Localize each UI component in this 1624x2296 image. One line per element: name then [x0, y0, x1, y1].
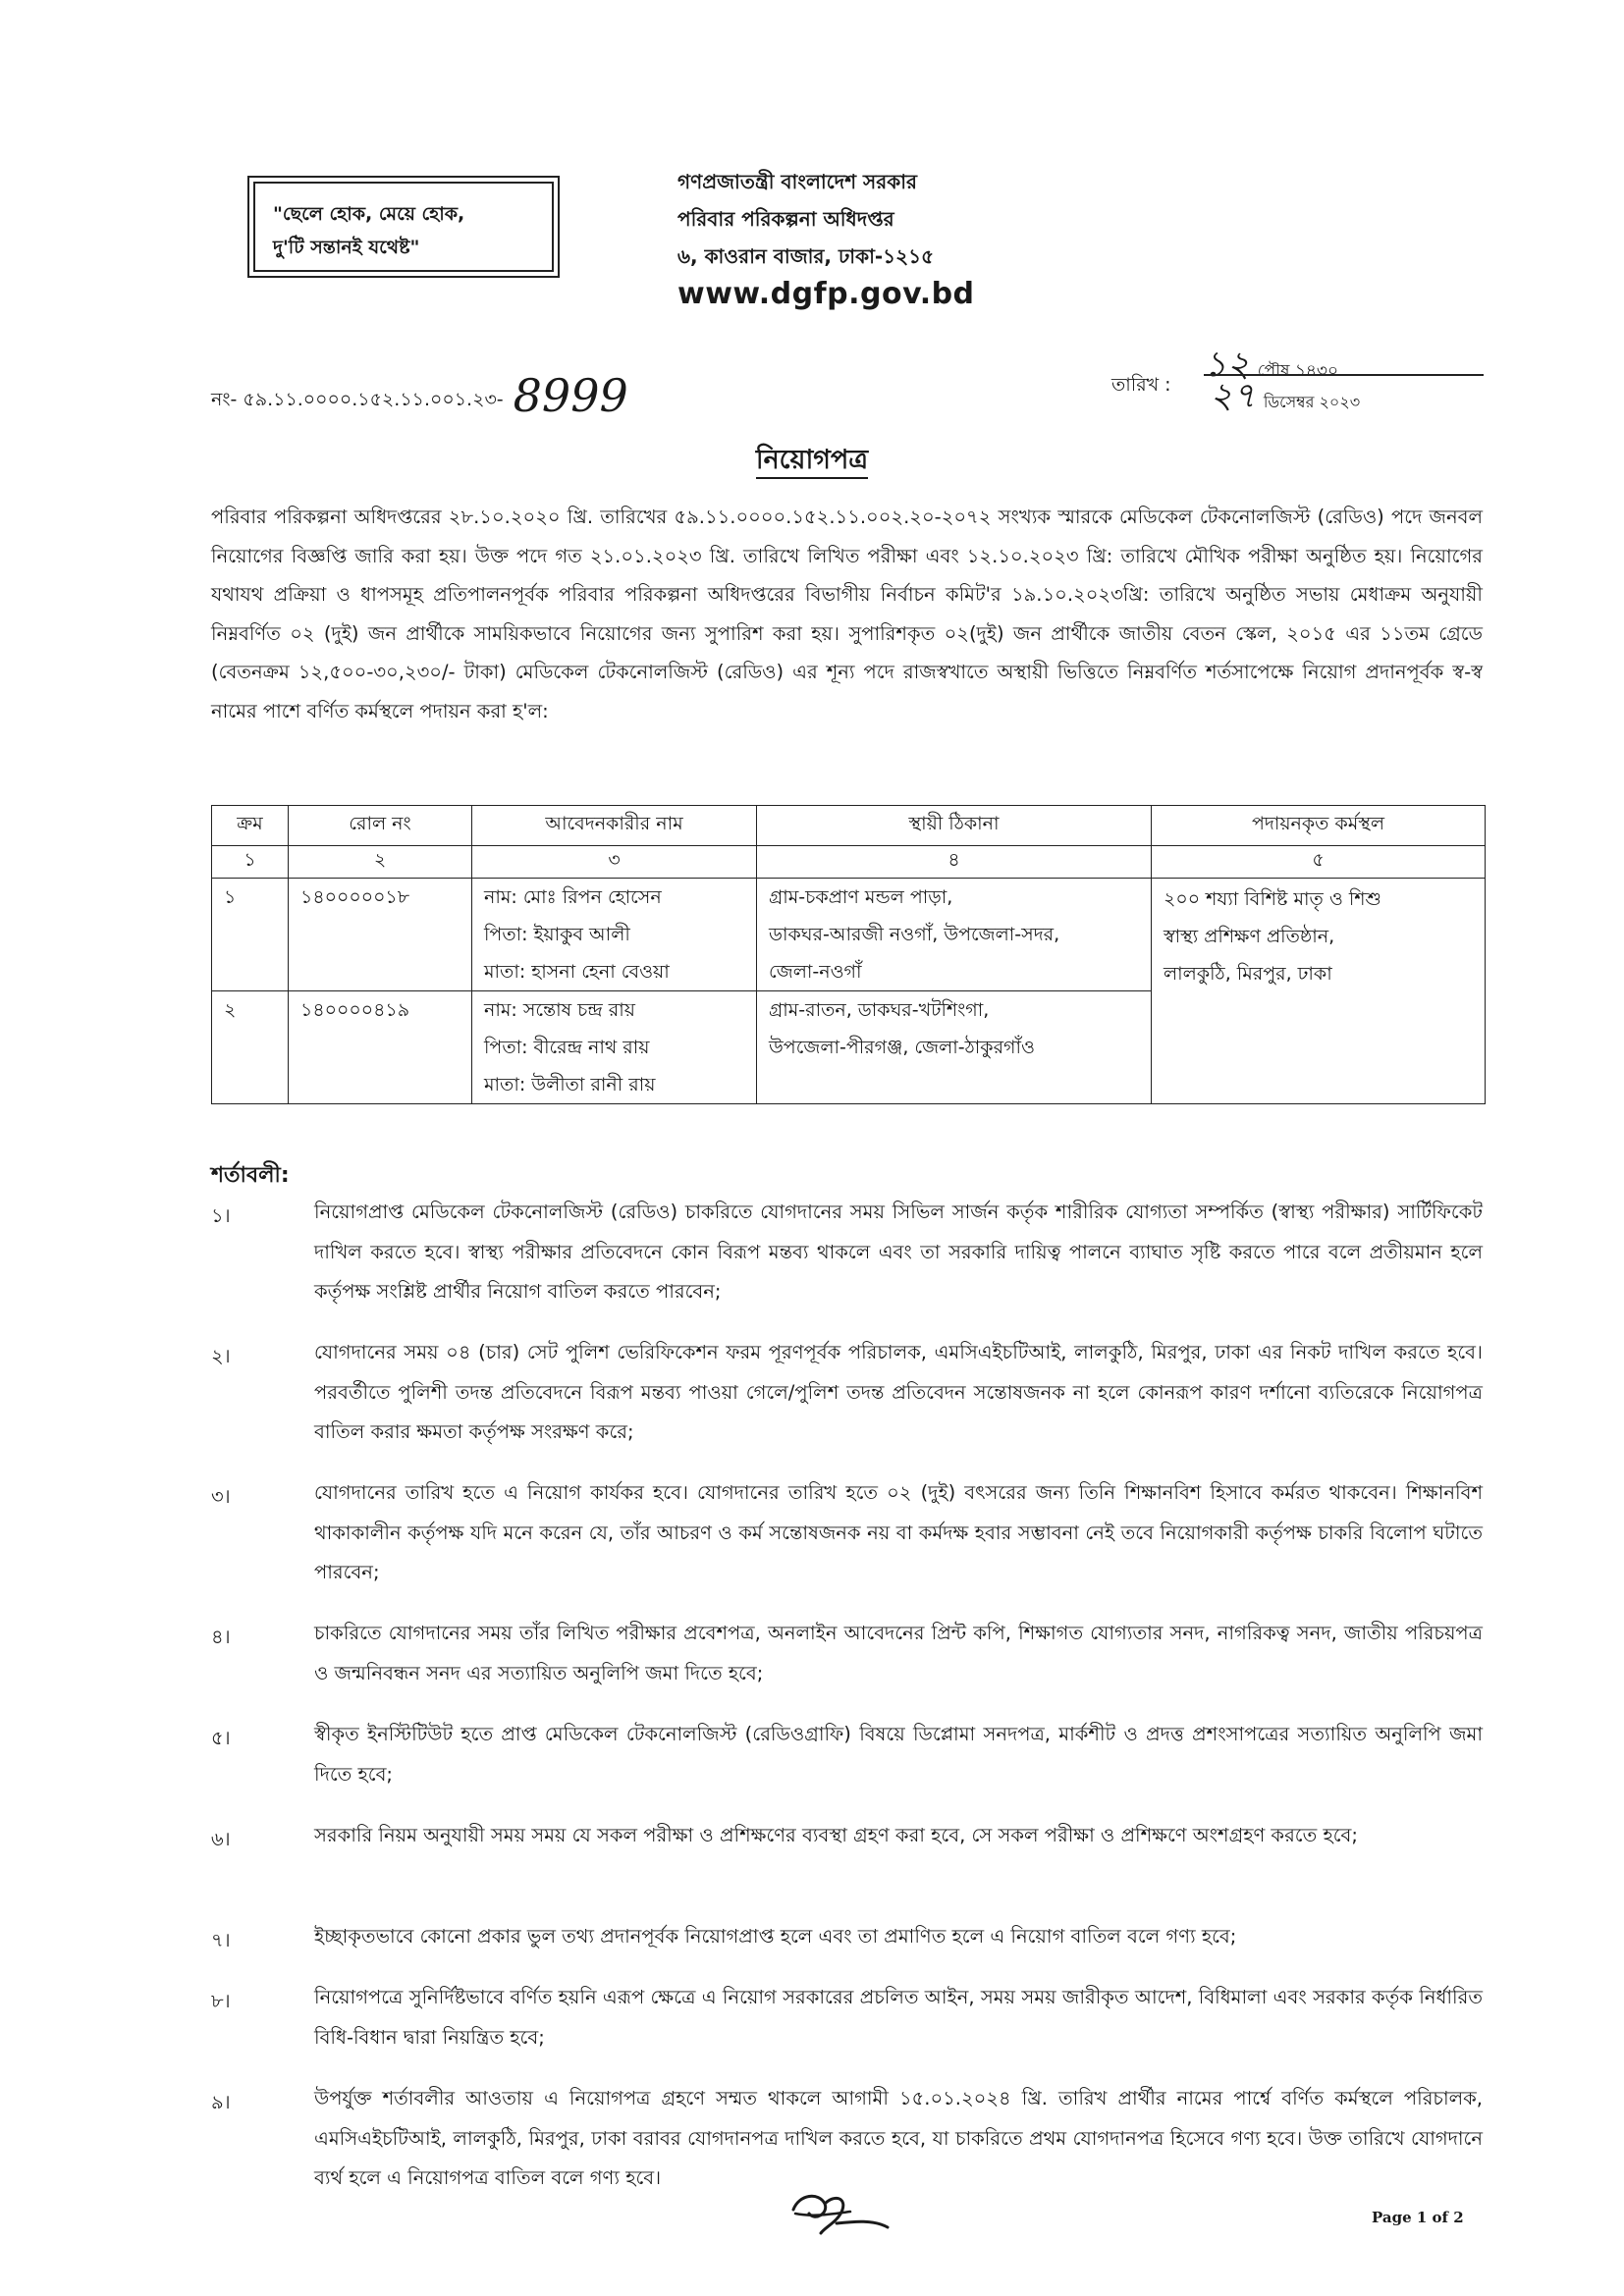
address-line: গ্রাম-রাতন, ডাকঘর-খটশিংগা,	[769, 999, 990, 1021]
letterhead	[677, 163, 1031, 314]
date-english	[1210, 369, 1360, 428]
condition-text: সরকারি নিয়ম অনুযায়ী সময় সময় যে সকল পরীক্ষা ও প্রশিক্ষণের ব্যবস্থা গ্রহণ করা হবে, সে সকল পরীক্ষা ও প্রশিক্ষণে অংশগ্রহণ করতে হবে;	[314, 1824, 1358, 1846]
header-permanent-address: স্থায়ী ঠিকানা	[757, 806, 1152, 846]
condition-number: ১।	[211, 1204, 231, 1227]
posting-line: স্বাস্থ্য প্রশিক্ষণ প্রতিষ্ঠান,	[1164, 926, 1335, 947]
memo-number	[211, 369, 628, 422]
document-title-text: নিয়োগপত্র	[756, 445, 868, 479]
table-header-row	[212, 806, 1486, 846]
father-name: পিতা: ইয়াকুব আলী	[484, 924, 630, 945]
name-cell	[472, 991, 757, 1104]
mother-name: মাতা: হাসনা হেনা বেওয়া	[484, 961, 670, 983]
slogan-line-2: দু'টি সন্তানই যথেষ্ট"	[273, 237, 420, 258]
condition-text: নিয়োগপ্রাপ্ত মেডিকেল টেকনোলজিস্ট (রেডিও) চাকরিতে যোগদানের সময় সিভিল সার্জন কর্তৃক শারীরিক যোগ্যতা সম্পর্কিত (স্বাস্থ্য পরীক্ষার) সার্টিফিকেট দাখিল করতে হবে। স্বাস্থ্য পরীক্ষার প্রতিবেদনে কোন বিরূপ মন্তব্য থাকলে এবং তা সরকারি দায়িত্ব পালনে ব্যাঘাত সৃষ্টি করতে পারে বলে প্রতীয়মান হলে কর্তৃপক্ষ সংশ্লিষ্ট প্রার্থীর নিয়োগ বাতিল করতে পারবেন;	[314, 1201, 1483, 1303]
table-row	[212, 879, 1486, 991]
header-roll: রোল নং	[289, 806, 472, 846]
posting-line: ২০০ শয্যা বিশিষ্ট মাতৃ ও শিশু	[1164, 888, 1381, 910]
page-number: Page 1 of 2	[1372, 2209, 1464, 2226]
government-name: গণপ্রজাতন্ত্রী বাংলাদেশ সরকার	[677, 170, 917, 193]
address-cell	[757, 991, 1152, 1104]
applicant-name: নাম: মোঃ রিপন হোসেন	[484, 886, 662, 908]
office-address: ৬, কাওরান বাজার, ঢাকা-১২১৫	[677, 244, 935, 268]
roll-value: ১৪০০০০৪১৯	[300, 999, 410, 1021]
condition-number: ২।	[211, 1345, 231, 1367]
department-name: পরিবার পরিকল্পনা অধিদপ্তর	[677, 207, 894, 231]
conditions-heading: শর্তাবলী:	[211, 1163, 290, 1188]
roll-value: ১৪০০০০০১৮	[300, 886, 410, 908]
header-applicant-name: আবেদনকারীর নাম	[472, 806, 757, 846]
column-number: ৫	[1152, 846, 1486, 879]
condition-text: স্বীকৃত ইনস্টিটিউট হতে প্রাপ্ত মেডিকেল টেকনোলজিস্ট (রেডিওগ্রাফি) বিষয়ে ডিপ্লোমা সনদপত্র, মার্কশীট ও প্রদত্ত প্রশংসাপত্রের সত্যায়িত অনুলিপি জমা দিতে হবে;	[314, 1723, 1483, 1786]
slogan-line-1: "ছেলে হোক, মেয়ে হোক,	[273, 203, 465, 225]
condition-number: ৮।	[211, 1990, 231, 2012]
date-english-day: ২৭	[1210, 376, 1256, 416]
condition-number: ৫।	[211, 1727, 231, 1749]
address-line: ডাকঘর-আরজী নওগাঁ, উপজেলা-সদর,	[769, 924, 1060, 945]
serial-value: ২	[224, 999, 237, 1021]
father-name: পিতা: বীরেন্দ্র নাথ রায়	[484, 1037, 650, 1058]
serial-cell	[212, 879, 289, 991]
condition-text: যোগদানের তারিখ হতে এ নিয়োগ কার্যকর হবে। যোগদানের তারিখ হতে ০২ (দুই) বৎসরের জন্য তিনি শিক্ষানবিশ হিসাবে কর্মরত থাকবেন। শিক্ষানবিশ থাকাকালীন কর্তৃপক্ষ যদি মনে করেন যে, তাঁর আচরণ ও কর্ম সন্তোষজনক নয় বা কর্মদক্ষ হবার সম্ভাবনা নেই তবে নিয়োগকারী কর্তৃপক্ষ চাকরি বিলোপ ঘটাতে পারবেন;	[314, 1481, 1483, 1583]
condition-number: ৪।	[211, 1626, 231, 1648]
memo-handwritten-number: 8999	[513, 369, 628, 422]
posting-cell	[1152, 879, 1486, 1104]
column-number: ২	[289, 846, 472, 879]
column-number: ৪	[757, 846, 1152, 879]
condition-number: ৭।	[211, 1929, 231, 1951]
document-title	[0, 440, 1624, 484]
serial-value: ১	[224, 886, 237, 908]
date-label: তারিখ :	[1111, 374, 1171, 396]
applicant-name: নাম: সন্তোষ চন্দ্র রায়	[484, 999, 635, 1021]
date-english-month: ডিসেম্বর ২০২৩	[1263, 393, 1361, 411]
memo-prefix: নং- ৫৯.১১.০০০০.১৫২.১১.০০১.২৩-	[211, 389, 504, 410]
column-number: ৩	[472, 846, 757, 879]
condition-number: ৩।	[211, 1485, 231, 1508]
header-posting-place: পদায়নকৃত কর্মস্থল	[1152, 806, 1486, 846]
posting-line: লালকুঠি, মিরপুর, ঢাকা	[1164, 963, 1332, 985]
address-line: উপজেলা-পীরগঞ্জ, জেলা-ঠাকুরগাঁও	[769, 1037, 1035, 1058]
condition-text: চাকরিতে যোগদানের সময় তাঁর লিখিত পরীক্ষার প্রবেশপত্র, অনলাইন আবেদনের প্রিন্ট কপি, শিক্ষাগত যোগ্যতার সনদ, নাগরিকত্ব সনদ, জাতীয় পরিচয়পত্র ও জন্মনিবন্ধন সনদ এর সত্যায়িত অনুলিপি জমা দিতে হবে;	[314, 1622, 1483, 1684]
address-cell	[757, 879, 1152, 991]
header-serial: ক্রম	[212, 806, 289, 846]
roll-cell	[289, 991, 472, 1104]
address-line: জেলা-নওগাঁ	[769, 961, 862, 983]
condition-text: ইচ্ছাকৃতভাবে কোনো প্রকার ভুল তথ্য প্রদানপূর্বক নিয়োগপ্রাপ্ত হলে এবং তা প্রমাণিত হলে এ নিয়োগ বাতিল বলে গণ্য হবে;	[314, 1925, 1237, 1948]
condition-text: উপর্যুক্ত শর্তাবলীর আওতায় এ নিয়োগপত্র গ্রহণে সম্মত থাকলে আগামী ১৫.০১.২০২৪ খ্রি. তারিখ প্রার্থীর নামের পার্শ্বে বর্ণিত কর্মস্থলে পরিচালক, এমসিএইচটিআই, লালকুঠি, মিরপুর, ঢাকা বরাবর যোগদানপত্র দাখিল করতে হবে, যা চাকরিতে প্রথম যোগদানপত্র হিসেবে গণ্য হবে। উক্ত তারিখে যোগদানে ব্যর্থ হলে এ নিয়োগপত্র বাতিল বলে গণ্য হবে।	[314, 2087, 1483, 2189]
name-cell	[472, 879, 757, 991]
condition-text: নিয়োগপত্রে সুনির্দিষ্টভাবে বর্ণিত হয়নি এরূপ ক্ষেত্রে এ নিয়োগ সরকারের প্রচলিত আইন, সময় সময় জারীকৃত আদেশ, বিধিমালা এবং সরকার কর্তৃক নির্ধারিত বিধি-বিধান দ্বারা নিয়ন্ত্রিত হবে;	[314, 1986, 1483, 2049]
date-bangla-month: পৌষ ১৪৩০	[1257, 361, 1339, 381]
website-link[interactable]: www.dgfp.gov.bd	[677, 277, 975, 311]
intro-paragraph: পরিবার পরিকল্পনা অধিদপ্তরের ২৮.১০.২০২০ খ্রি. তারিখের ৫৯.১১.০০০০.১৫২.১১.০০২.২০-২০৭২ সংখ্যক স্মারকে মেডিকেল টেকনোলজিস্ট (রেডিও) পদে জনবল নিয়োগের বিজ্ঞপ্তি জারি করা হয়। উক্ত পদে গত ২১.০১.২০২৩ খ্রি. তারিখে লিখিত পরীক্ষা এবং ১২.১০.২০২৩ খ্রি: তারিখে মৌখিক পরীক্ষা অনুষ্ঠিত হয়। নিয়োগের যথাযথ প্রক্রিয়া ও ধাপসমূহ প্রতিপালনপূর্বক পরিবার পরিকল্পনা অধিদপ্তরের বিভাগীয় নির্বাচন কমিট'র ১৯.১০.২০২৩খ্রি: তারিখে অনুষ্ঠিত সভায় মেধাক্রম অনুযায়ী নিম্নবর্ণিত ০২ (দুই) জন প্রার্থীকে সাময়িকভাবে নিয়োগের জন্য সুপারিশ করা হয়। সুপারিশকৃত ০২(দুই) জন প্রার্থীকে জাতীয় বেতন স্কেল, ২০১৫ এর ১১তম গ্রেডে (বেতনক্রম ১২,৫০০-৩০,২৩০/- টাকা) মেডিকেল টেকনোলজিস্ট (রেডিও) এর শূন্য পদে রাজস্বখাতে অস্থায়ী ভিত্তিতে নিম্নবর্ণিত শর্তসাপেক্ষে নিয়োগ প্রদানপূর্বক স্ব-স্ব নামের পাশে বর্ণিত কর্মস্থলে পদায়ন করা হ'ল:	[211, 506, 1483, 722]
condition-number: ৬।	[211, 1828, 231, 1850]
signature-initials	[785, 2184, 893, 2243]
date-bangla-day: ১২	[1204, 345, 1250, 385]
roll-cell	[289, 879, 472, 991]
address-line: গ্রাম-চকপ্রাণ মন্ডল পাড়া,	[769, 886, 953, 908]
appointee-table	[211, 805, 1486, 1104]
slogan-box	[253, 182, 554, 272]
column-number-row	[212, 846, 1486, 879]
condition-number: ৯।	[211, 2091, 231, 2113]
mother-name: মাতা: উলীতা রানী রায়	[484, 1074, 656, 1095]
condition-text: যোগদানের সময় ০৪ (চার) সেট পুলিশ ভেরিফিকেশন ফরম পূরণপূর্বক পরিচালক, এমসিএইচটিআই, লালকুঠি, মিরপুর, ঢাকা এর নিকট দাখিল করতে হবে। পরবর্তীতে পুলিশী তদন্ত প্রতিবেদনে বিরূপ মন্তব্য পাওয়া গেলে/পুলিশ তদন্ত প্রতিবেদন সন্তোষজনক না হলে কোনরূপ কারণ দর্শানো ব্যতিরেকে নিয়োগপত্র বাতিল করার ক্ষমতা কর্তৃপক্ষ সংরক্ষণ করে;	[314, 1341, 1483, 1443]
column-number: ১	[212, 846, 289, 879]
serial-cell	[212, 991, 289, 1104]
